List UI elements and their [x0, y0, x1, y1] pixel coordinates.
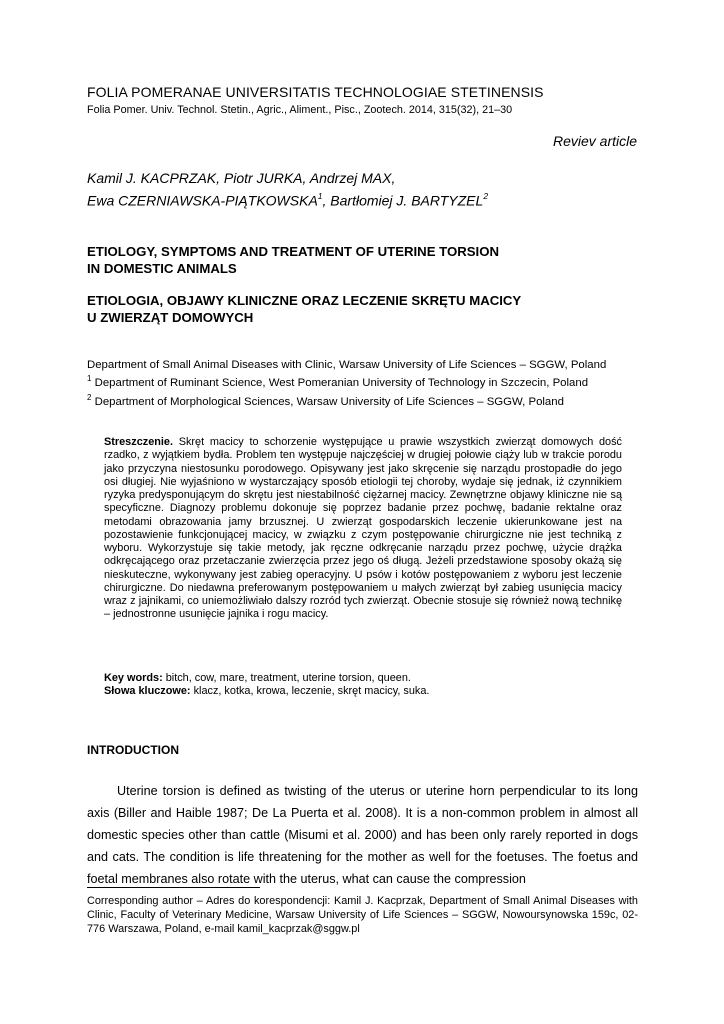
author-list	[87, 169, 488, 211]
author-bartyzel: , Bartłomiej J. BARTYZEL	[322, 192, 484, 209]
authors-line-1: Kamil J. KACPRZAK, Piotr JURKA, Andrzej MAX,	[87, 170, 396, 186]
introduction-heading: INTRODUCTION	[87, 743, 179, 757]
affiliations	[87, 354, 606, 409]
abstract-text: Skręt macicy to schorzenie występujące u prawie wszystkich zwierząt domowych dość rzadko, z wyjątkiem bydła. Problem ten występuje najczęściej w drugiej połowie ciąży lub w trakcie porodu jako przyczyna niestosunku porodowego. Opisywany jest jako skręcenie się narządu prostopadłe do jego osi długiej. Nie wyjaśniono w wystarczający sposób etiologii tej choroby, wydaje się jednak, iż czynnikiem ryzyka predysponującym do skrętu jest niestabilność ciężarnej macicy. Zewnętrzne objawy kliniczne nie są specyficzne. Diagnozy problemu dokonuje się poprzez badanie przez pochwę, badanie rektalne oraz metodami obrazowania jamy brzusznej. U zwierząt gospodarskich leczenie ukierunkowane jest na pozostawienie funkcjonującej macicy, w związku z czym postępowanie chirurgiczne nie jest techniką z wyboru. Wykorzystuje się takie metody, jak ręczne odkręcanie narządu przez pochwę, użycie drążka odkręcającego oraz przetaczanie zwierzęcia przez jego oś długą. Jeżeli przedstawione sposoby okażą się nieskuteczne, wykonywany jest zabieg operacyjny. U psów i kotów postępowaniem z wyboru jest leczenie chirurgiczne. Do niedawna preferowanym postępowaniem u małych zwierząt był zabieg usunięcia macicy wraz z jajnikami, co uniemożliwiało dalszy rozród tych zwierząt. Obecnie stosuje się również nową technikę – jednostronne usunięcie jajnika i rogu macicy.	[104, 436, 622, 621]
keywords-english: Key words: bitch, cow, mare, treatment, uterine torsion, queen.	[104, 672, 411, 684]
title-english-line-2: IN DOMESTIC ANIMALS	[87, 261, 237, 276]
title-polish-line-2: U ZWIERZĄT DOMOWYCH	[87, 310, 254, 325]
affiliation-item: Department of Small Animal Diseases with Clinic, Warsaw University of Life Sciences – SGGW, Poland	[87, 358, 607, 371]
title-polish	[87, 292, 521, 326]
author-czerniawska: Ewa CZERNIAWSKA-PIĄTKOWSKA	[87, 192, 318, 209]
affiliation-item: $^1$ Department of Ruminant Science, West Pomeranian University of Technology in Szczecin, Poland	[87, 374, 589, 390]
journal-name: FOLIA POMERANAE UNIVERSITATIS TECHNOLOGIAE STETINENSIS	[87, 84, 544, 100]
title-english-line-1: ETIOLOGY, SYMPTOMS AND TREATMENT OF UTERINE TORSION	[87, 244, 500, 259]
title-english	[87, 243, 499, 277]
title-polish-line-1: ETIOLOGIA, OBJAWY KLINICZNE ORAZ LECZENIE SKRĘTU MACICY	[87, 293, 522, 308]
authors-line-2	[87, 188, 488, 211]
footnote: Corresponding author – Adres do korespondencji: Kamil J. Kacprzak, Department of Small Animal Diseases with Clinic, Faculty of Veterinary Medicine, Warsaw University of Life Sciences – SGGW, Nowoursynowska 159c, 02-776 Warszawa, Poland, e-mail kamil_kacprzak@sggw.pl	[87, 895, 638, 935]
introduction-paragraph: Uterine torsion is defined as twisting of the uterus or uterine horn perpendicular to its long axis (Biller and Haible 1987; De La Puerta et al. 2008). It is a non-common problem in almost all domestic species other than cattle (Misumi et al. 2000) and has been only rarely reported in dogs and cats. The condition is life threatening for the mother as well for the foetuses. The foetus and foetal membranes also rotate with the uterus, what can cause the compression	[87, 784, 638, 887]
author-affiliation-mark-1: 1	[317, 191, 323, 201]
article-type: Reviev article	[552, 133, 637, 149]
abstract-label: Streszczenie.	[104, 436, 174, 448]
abstract	[104, 436, 622, 622]
author-affiliation-mark-2: 2	[483, 191, 489, 201]
affiliation-item: $^2$ Department of Morphological Sciences, Warsaw University of Life Sciences – SGGW, Poland	[87, 392, 564, 408]
keywords-polish: Słowa kluczowe: klacz, kotka, krowa, leczenie, skręt macicy, suka.	[104, 685, 430, 698]
journal-citation: Folia Pomer. Univ. Technol. Stetin., Agric., Aliment., Pisc., Zootech. 2014, 315(32), 21–30	[87, 104, 513, 116]
introduction-body	[87, 780, 638, 890]
footnote-divider	[87, 887, 260, 888]
keywords	[104, 672, 622, 699]
